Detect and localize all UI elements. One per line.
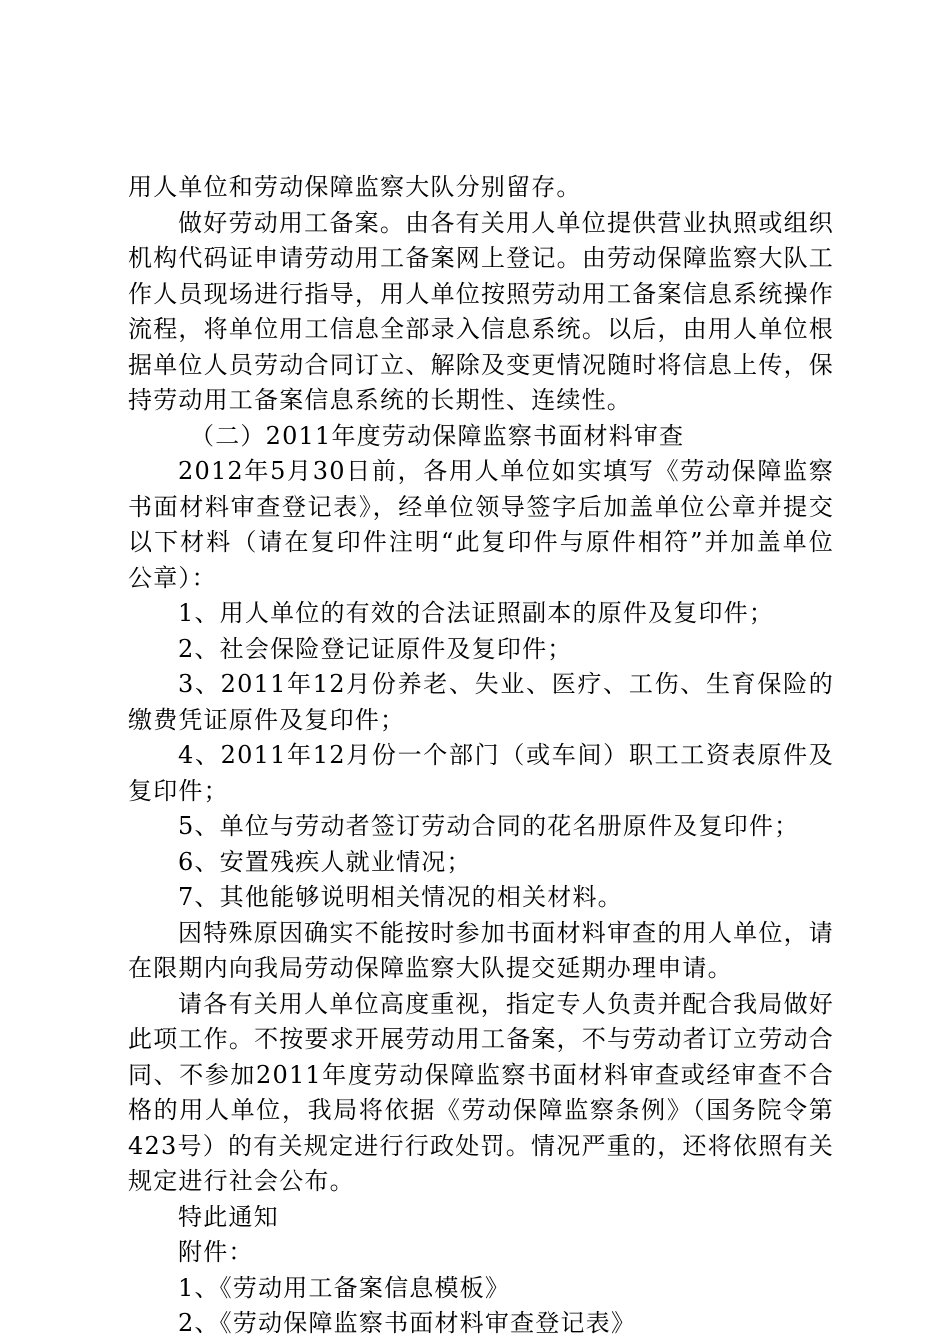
paragraph-submission-requirements: 2012年5月30日前，各用人单位如实填写《劳动保障监察书面材料审查登记表》，经单位领导签字后加盖单位公章并提交以下材料（请在复印件注明“此复印件与原件相符”并加盖单位公章）： [128,457,834,592]
list-item-5: 5、单位与劳动者签订劳动合同的花名册原件及复印件； [178,812,800,840]
paragraph-penalty: 请各有关用人单位高度重视，指定专人负责并配合我局做好此项工作。不按要求开展劳动用工备案，不与劳动者订立劳动合同、不参加2011年度劳动保障监察书面材料审查或经审查不合格的用人单位，我局将依据《劳动保障监察条例》（国务院令第423号）的有关规定进行行政处罚。情况严重的，还将依照有关规定进行社会公布。 [128,989,834,1195]
attachments-heading: 附件： [178,1238,254,1266]
paragraph-labor-filing: 做好劳动用工备案。由各有关用人单位提供营业执照或组织机构代码证申请劳动用工备案网上登记。由劳动保障监察大队工作人员现场进行指导，用人单位按照劳动用工备案信息系统操作流程，将单位用工信息全部录入信息系统。以后，由用人单位根据单位人员劳动合同订立、解除及变更情况随时将信息上传，保持劳动用工备案信息系统的长期性、连续性。 [128,208,834,414]
paragraph-continuation: 用人单位和劳动保障监察大队分别留存。 [128,173,582,201]
list-item-4: 4、2011年12月份一个部门（或车间）职工工资表原件及复印件； [128,741,834,805]
list-item-6: 6、安置残疾人就业情况； [178,847,472,876]
attachment-item-1: 1、《劳动用工备案信息模板》 [178,1273,511,1302]
list-item-3: 3、2011年12月份养老、失业、医疗、工伤、生育保险的缴费凭证原件及复印件； [128,670,834,734]
list-item-1: 1、用人单位的有效的合法证照副本的原件及复印件； [178,599,775,627]
section-heading-2: （二）2011年度劳动保障监察书面材料审查 [190,421,685,450]
document-body [128,170,834,1342]
notice-closing: 特此通知 [178,1202,279,1231]
list-item-2: 2、社会保险登记证原件及复印件； [178,634,573,663]
list-item-7: 7、其他能够说明相关情况的相关材料。 [178,883,623,911]
attachment-item-2: 2、《劳动保障监察书面材料审查登记表》 [178,1309,637,1337]
paragraph-extension: 因特殊原因确实不能按时参加书面材料审查的用人单位，请在限期内向我局劳动保障监察大队提交延期办理申请。 [128,918,834,982]
